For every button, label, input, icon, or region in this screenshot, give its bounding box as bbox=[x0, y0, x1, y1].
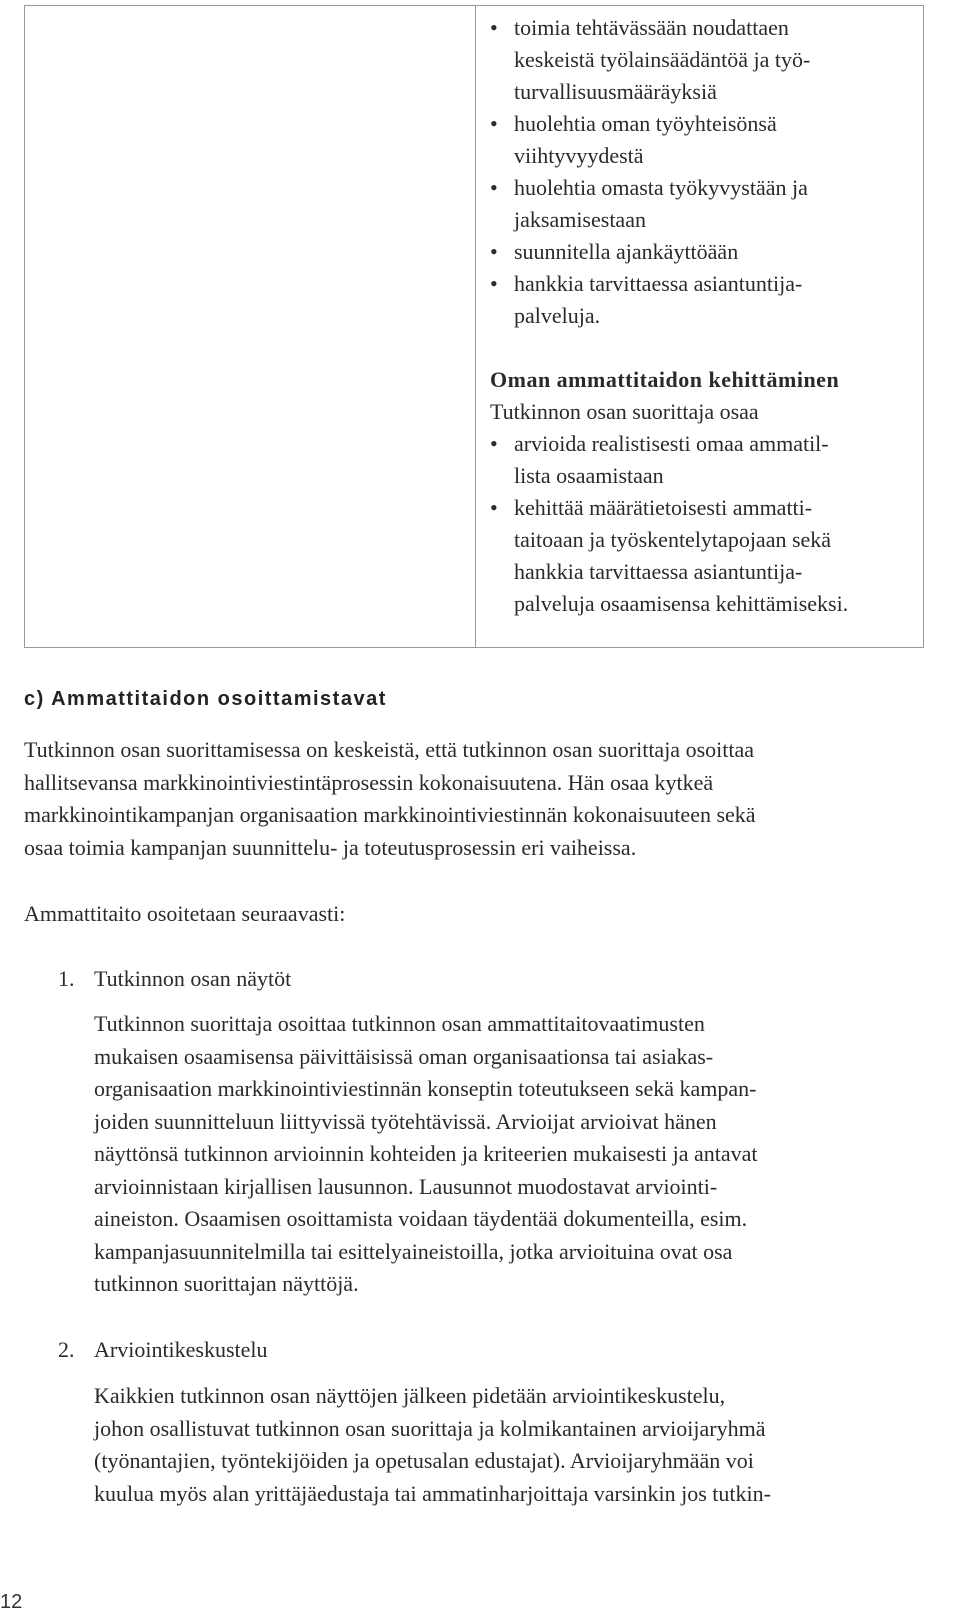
list-item: • arvioida realistisesti omaa ammatil- lista osaamistaan bbox=[490, 428, 910, 492]
list-item: • toimia tehtävässään noudattaen keskeistä työlainsäädäntöä ja työ- turvallisuusmääräyksiä bbox=[490, 12, 910, 108]
table-column-divider bbox=[475, 5, 476, 648]
section-c-heading: c) Ammattitaidon osoittamistavat bbox=[24, 688, 387, 710]
list-item: • huolehtia oman työyhteisönsä viihtyvyydestä bbox=[490, 108, 910, 172]
list-item: • kehittää määrätietoisesti ammatti- taitoaan ja työskentelytapojaan sekä hankkia tarvittaessa asiantuntija- palveluja osaamisensa kehittämiseksi. bbox=[490, 492, 910, 620]
bullet-icon: • bbox=[490, 431, 498, 456]
bullet-icon: • bbox=[490, 239, 498, 264]
table-right-cell bbox=[490, 12, 910, 620]
page-number: 12 bbox=[0, 1591, 23, 1613]
bullet-icon: • bbox=[490, 111, 498, 136]
list-item: • hankkia tarvittaessa asiantuntija- palveluja. bbox=[490, 268, 910, 332]
section-intro: Tutkinnon osan suorittaja osaa bbox=[490, 399, 759, 424]
section-c-paragraph: Tutkinnon osan suorittamisessa on keskeistä, että tutkinnon osan suorittaja osoittaa hallitsevansa markkinointiviestintäprosessin kokonaisuutena. Hän osaa kytkeä markkinointikampanjan organisaation markkinointiviestinnän kokonaisuuteen sekä osaa toimia kampanjan suunnittelu- ja toteutusprosessin eri vaiheissa. bbox=[24, 737, 756, 860]
item-number: 2. bbox=[58, 1337, 75, 1362]
section-heading: Oman ammattitaidon kehittäminen bbox=[490, 367, 840, 392]
bullet-list-top bbox=[490, 12, 910, 332]
numbered-item-title bbox=[58, 963, 291, 995]
list-item: • huolehtia omasta työkyvystään ja jaksamisestaan bbox=[490, 172, 910, 236]
bullet-icon: • bbox=[490, 271, 498, 296]
bullet-icon: • bbox=[490, 495, 498, 520]
section-c-intro: Ammattitaito osoitetaan seuraavasti: bbox=[24, 901, 346, 926]
list-item: • suunnitella ajankäyttöään bbox=[490, 236, 910, 268]
bullet-icon: • bbox=[490, 175, 498, 200]
numbered-item-body: Kaikkien tutkinnon osan näyttöjen jälkeen pidetään arviointikeskustelu, johon osallistuvat tutkinnon osan suorittaja ja kolmikantainen arvioijaryhmä (työnantajien, työntekijöiden ja opetusalan edustajat). Arvioijaryhmään voi kuulua myös alan yrittäjäedustaja tai ammatinharjoittaja varsinkin jos tutkin- bbox=[94, 1383, 771, 1506]
item-number: 1. bbox=[58, 966, 75, 991]
bullet-icon: • bbox=[490, 15, 498, 40]
item-title: Tutkinnon osan näytöt bbox=[94, 966, 292, 991]
item-title: Arviointikeskustelu bbox=[94, 1337, 268, 1362]
numbered-item-title bbox=[58, 1334, 268, 1366]
bullet-list-bottom bbox=[490, 428, 910, 620]
numbered-item-body: Tutkinnon suorittaja osoittaa tutkinnon osan ammattitaitovaatimusten mukaisen osaamisensa päivittäisissä oman organisaationsa tai asiakas- organisaation markkinointiviestinnän konseptin toteutukseen sekä kampan- joiden suunnitteluun liittyvissä työtehtävissä. Arvioijat arvioivat hänen näyttönsä tutkinnon arvioinnin kohteiden ja kriteerien mukaisesti ja antavat arvioinnistaan kirjallisen lausunnon. Lausunnot muodostavat arviointi- aineiston. Osaamisen osoittamista voidaan täydentää dokumenteilla, esim. kampanjasuunnitelmilla tai esittelyaineistoilla, jotka arvioituina ovat osa tutkinnon suorittajan näyttöjä. bbox=[94, 1011, 758, 1296]
